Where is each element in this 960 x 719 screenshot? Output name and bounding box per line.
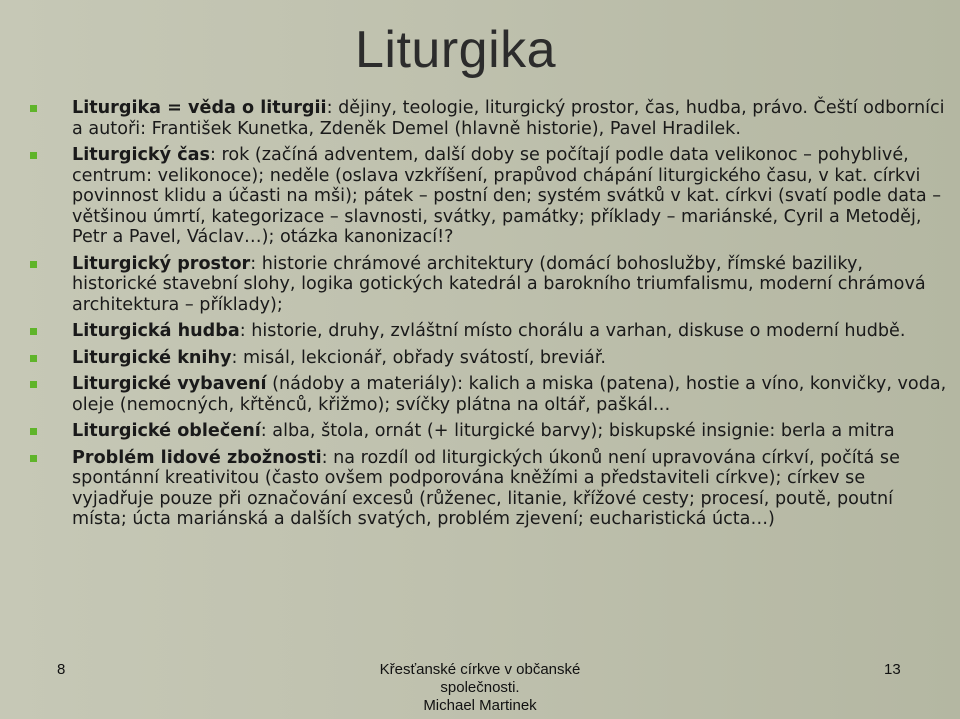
item-text: : rok (začíná adventem, další doby se počítají podle data velikonoc – pohyblivé, centrum: velikonoce); neděle (oslava vzkříšení, prapůvod chápání liturgického času, v kat. církvi povinnost klidu a účasti na mši); pátek – postní den; systém svátků v kat. církvi (svatí podle data – většinou úmrtí, kategorizace – slavnosti, svátky, památky; příklady – mariánské, Cyril a Metoděj, Petr a Pavel, Václav…); otázka kanonizací!? [72,145,942,247]
square-bullet-icon [30,328,37,335]
square-bullet-icon [30,381,37,388]
list-item [20,145,948,248]
item-label: Problém lidové zbožnosti [72,447,322,468]
footer-caption [340,661,620,715]
slide-title: Liturgika [355,21,557,79]
bullet-list [20,98,948,536]
list-item [20,448,948,530]
square-bullet-icon [30,152,37,159]
slide-number-left: 8 [57,661,66,678]
item-text: (nádoby a materiály): kalich a miska (patena), hostie a víno, konvičky, voda, oleje (nemocných, křtěnců, křižmo); svíčky plátna na oltář, paškál… [72,374,947,415]
page-number: 13 [884,661,901,678]
list-item [20,374,948,415]
list-item [20,421,948,442]
item-label: Liturgický prostor [72,253,251,274]
item-text: : na rozdíl od liturgických úkonů není upravována církví, počítá se spontánní kreativitou (často ovšem podporována kněžími a představiteli církve); církev se vyjadřuje pouze při označování excesů (růženec, litanie, křížové cesty; procesí, poutě, poutní místa; úcta mariánská a dalších svatých, problém zjevení; eucharistická úcta…) [72,447,900,529]
list-item [20,254,948,316]
list-item [20,98,948,139]
item-label: Liturgické oblečení [72,421,261,441]
footer-author: Michael Martinek [423,697,537,714]
square-bullet-icon [30,105,37,112]
item-label: Liturgika = věda o liturgii [72,98,327,118]
square-bullet-icon [30,261,37,268]
item-text: : misál, lekcionář, obřady svátostí, breviář. [231,347,607,368]
square-bullet-icon [30,428,37,435]
item-label: Liturgický čas [72,145,210,165]
list-item [20,348,948,369]
item-text: : dějiny, teologie, liturgický prostor, čas, hudba, právo. Čeští odborníci a autoři: František Kunetka, Zdeněk Demel (hlavně historie), Pavel Hradilek. [72,98,945,139]
item-label: Liturgické vybavení [72,374,267,394]
item-text: : historie chrámové architektury (domácí bohoslužby, římské baziliky, historické stavební slohy, logika gotických katedrál a barokního triumfalismu, moderní chrámová architektura – příklady); [72,253,926,315]
item-label: Liturgické knihy [72,347,232,368]
square-bullet-icon [30,455,37,462]
item-text: : alba, štola, ornát (+ liturgické barvy); biskupské insignie: berla a mitra [260,421,895,441]
list-item [20,321,948,342]
footer-caption-line: Křesťanské církve v občanské společnosti. [379,661,581,696]
item-label: Liturgická hudba [72,321,240,341]
item-text: : historie, druhy, zvláštní místo chorálu a varhan, diskuse o moderní hudbě. [239,321,906,341]
square-bullet-icon [30,355,37,362]
